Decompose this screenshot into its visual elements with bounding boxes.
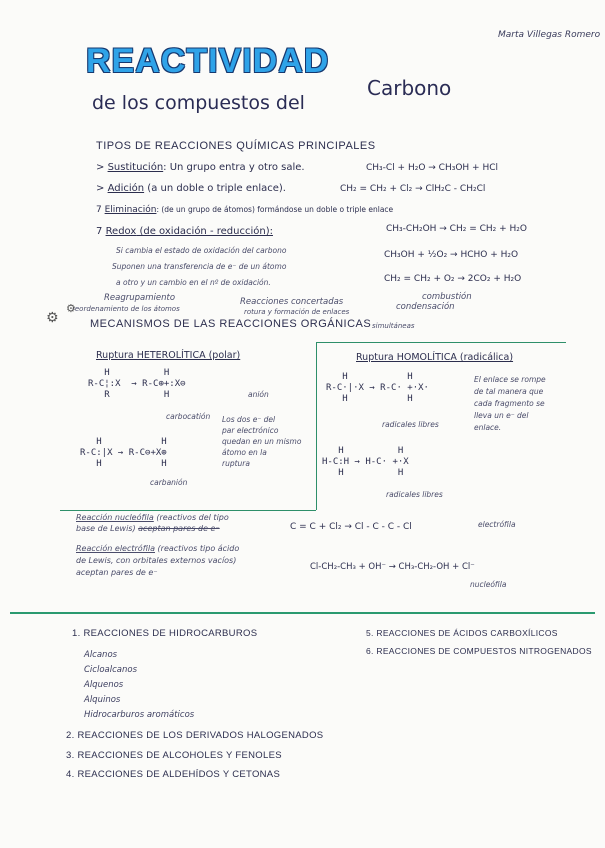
page-subtitle: de los compuestos del xyxy=(92,92,305,114)
list-item: Cicloalcanos xyxy=(84,665,138,675)
desc-sustitucion: : Un grupo entra y otro sale. xyxy=(163,162,305,173)
eq-adicion: CH₂ = CH₂ + Cl₂ → ClH₂C - CH₂Cl xyxy=(340,184,486,194)
list-number: 6. xyxy=(366,646,374,656)
hetero-anion: anión xyxy=(248,390,269,399)
item-marker: > xyxy=(96,183,105,194)
electrofila-desc2: de Lewis, con orbitales externos vacíos) xyxy=(76,556,237,565)
item-eliminacion xyxy=(96,205,393,215)
homo-note-line: enlace. xyxy=(474,423,502,432)
hetero-note-line: quedan en un mismo xyxy=(222,437,302,446)
item-marker: 7 xyxy=(96,226,103,237)
hetero-note-line: par electrónico xyxy=(222,426,279,435)
redox-note-2: Suponen una transferencia de e⁻ de un átomo xyxy=(112,262,287,271)
page-title: REACTIVIDAD xyxy=(86,42,330,80)
reagrupamiento-desc: reordenamiento de los átomos xyxy=(72,305,180,313)
simultaneas: simultáneas xyxy=(372,322,415,330)
redox-note-3: a otro y un cambio en el nº de oxidación. xyxy=(116,278,271,287)
struct-hetero-1: H H R-C¦:X → R-C⊕+:X⊖ R H xyxy=(88,368,186,400)
homo-note-line: El enlace se rompe xyxy=(474,375,546,384)
list-number: 3. xyxy=(66,750,75,761)
homo-note-line: de tal manera que xyxy=(474,387,544,396)
section-heading-tipos: TIPOS DE REACCIONES QUÍMICAS PRINCIPALES xyxy=(96,140,376,152)
list-item-2 xyxy=(66,730,323,741)
item-sustitucion xyxy=(96,162,305,173)
list-label: REACCIONES DE ALDEHÍDOS Y CETONAS xyxy=(77,769,281,780)
hetero-note-line: átomo en la xyxy=(222,448,267,457)
list-label: REACCIONES DE ÁCIDOS CARBOXÍLICOS xyxy=(376,628,558,638)
list-label: REACCIONES DE HIDROCARBUROS xyxy=(83,628,258,639)
tag-nucleofila: nucleófila xyxy=(470,580,507,589)
struct-homo-1: H H R-C·|·X → R-C· +·X· H H xyxy=(326,372,429,404)
eq-sustitucion: CH₃-Cl + H₂O → CH₃OH + HCl xyxy=(366,163,499,173)
nucleofila-block xyxy=(76,512,229,534)
hetero-note-line: Los dos e⁻ del xyxy=(222,415,276,424)
tag-electrofila: electrófila xyxy=(478,520,516,529)
label-heterolitica: Ruptura HETEROLÍTICA (polar) xyxy=(96,350,241,361)
term-sustitucion: Sustitución xyxy=(107,162,164,173)
combustion: combustión xyxy=(422,292,472,302)
box-divider-vertical xyxy=(316,342,317,510)
term-redox: Redox xyxy=(105,226,137,237)
author-name: Marta Villegas Romero xyxy=(498,30,601,40)
redox-note-1: Si cambia el estado de oxidación del carbono xyxy=(116,246,287,255)
list-number: 1. xyxy=(72,628,81,639)
page-subtitle-carbono: Carbono xyxy=(367,76,452,100)
eq-electrofila: C = C + Cl₂ → Cl - C - C - Cl xyxy=(290,522,412,532)
list-label: REACCIONES DE ALCOHOLES Y FENOLES xyxy=(77,750,282,761)
label-homolitica: Ruptura HOMOLÍTICA (radicálica) xyxy=(356,352,514,363)
desc-adicion: (a un doble o triple enlace). xyxy=(144,183,286,194)
nucleofila-desc1: (reactivos del tipo xyxy=(156,513,229,522)
homo-radicales-2: radicales libres xyxy=(386,490,443,499)
struct-homo-2: H H H-C:H → H-C· +·X H H xyxy=(322,446,409,478)
eq-redox-1: CH₃OH + ½O₂ → HCHO + H₂O xyxy=(384,250,519,260)
term-adicion: Adición xyxy=(107,183,145,194)
list-number: 2. xyxy=(66,730,75,741)
struct-hetero-2: H H R-C:|X → R-C⊖+X⊕ H H xyxy=(80,437,167,469)
homo-note-line: cada fragmento se xyxy=(474,399,545,408)
list-item-6 xyxy=(366,646,592,656)
section-divider xyxy=(10,612,595,614)
nucleofila-desc3: aceptan pares de e⁻ xyxy=(138,524,220,533)
nucleofila-label: Reacción nucleófila xyxy=(76,513,154,522)
electrofila-desc3: aceptan pares de e⁻ xyxy=(76,568,158,577)
hetero-carbanion: carbanión xyxy=(150,478,188,487)
condensacion: condensación xyxy=(396,302,455,312)
list-label: REACCIONES DE COMPUESTOS NITROGENADOS xyxy=(376,646,592,656)
item-marker: > xyxy=(96,162,105,173)
eq-redox-2: CH₂ = CH₂ + O₂ → 2CO₂ + H₂O xyxy=(384,274,522,284)
electrofila-label: Reacción electrófila xyxy=(76,544,155,553)
list-item: Alquenos xyxy=(84,680,124,690)
list-label: REACCIONES DE LOS DERIVADOS HALOGENADOS xyxy=(77,730,324,741)
nucleofila-desc2: base de Lewis) xyxy=(76,524,136,533)
item-redox xyxy=(96,226,273,237)
concertadas-desc: rotura y formación de enlaces xyxy=(244,308,350,316)
list-item: Alcanos xyxy=(84,650,118,660)
list-number: 4. xyxy=(66,769,75,780)
term-eliminacion: Eliminación xyxy=(104,205,157,215)
electrofila-block xyxy=(76,543,239,579)
list-item: Alquinos xyxy=(84,695,121,705)
gear-icon: ⚙ xyxy=(66,302,76,315)
hetero-note xyxy=(222,414,301,469)
box-divider-top xyxy=(316,342,566,343)
item-adicion xyxy=(96,183,286,194)
concertadas: Reacciones concertadas xyxy=(240,297,344,307)
list-number: 5. xyxy=(366,628,374,638)
electrofila-desc1: (reactivos tipo ácido xyxy=(157,544,240,553)
homo-note-line: lleva un e⁻ del xyxy=(474,411,529,420)
eq-eliminacion: CH₃-CH₂OH → CH₂ = CH₂ + H₂O xyxy=(386,224,527,234)
list-item-1 xyxy=(72,628,257,639)
desc-eliminacion: : (de un grupo de átomos) formándose un doble o triple enlace xyxy=(156,205,394,214)
homo-note xyxy=(474,374,546,434)
list-item: Hidrocarburos aromáticos xyxy=(84,710,195,720)
item-marker: 7 xyxy=(96,205,102,215)
list-item-4 xyxy=(66,769,280,780)
desc-redox: (de oxidación - reducción): xyxy=(136,226,273,237)
section-heading-mecanismos: MECANISMOS DE LAS REACCIONES ORGÁNICAS xyxy=(90,318,372,330)
hetero-carbocation: carbocatión xyxy=(166,412,211,421)
list-item-5 xyxy=(366,628,558,638)
gear-icon: ⚙ xyxy=(46,310,59,326)
homo-radicales-1: radicales libres xyxy=(382,420,439,429)
box-divider-bottom xyxy=(60,510,316,511)
hydrocarbon-sublist xyxy=(84,648,194,723)
list-item-3 xyxy=(66,750,282,761)
reagrupamiento: Reagrupamiento xyxy=(104,293,176,303)
hetero-note-line: ruptura xyxy=(222,459,250,468)
eq-nucleofila: Cl-CH₂-CH₃ + OH⁻ → CH₃-CH₂-OH + Cl⁻ xyxy=(310,562,475,572)
